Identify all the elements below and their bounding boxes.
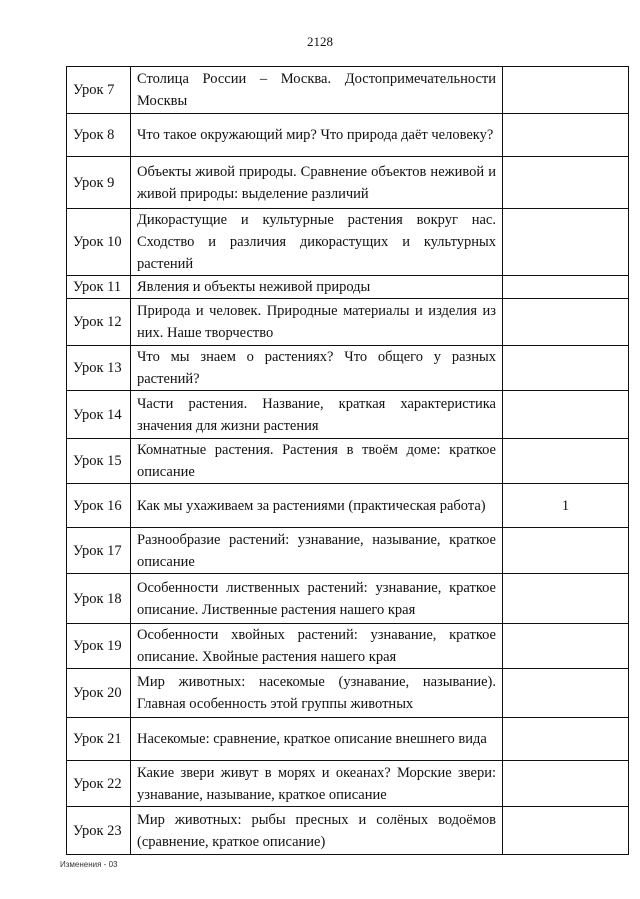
table-row — [67, 669, 629, 718]
lesson-topic: Явления и объекты неживой природы — [131, 276, 503, 299]
lesson-hours — [503, 114, 629, 157]
lesson-hours — [503, 346, 629, 391]
lesson-hours — [503, 67, 629, 114]
lesson-number: Урок 13 — [67, 346, 131, 391]
lesson-number: Урок 11 — [67, 276, 131, 299]
table-row — [67, 67, 629, 114]
lesson-topic: Столица России – Москва. Достопримечательности Москвы — [131, 67, 503, 114]
lesson-topic: Как мы ухаживаем за растениями (практическая работа) — [131, 484, 503, 528]
lesson-topic: Дикорастущие и культурные растения вокруг нас. Сходство и различия дикорастущих и культурных растений — [131, 209, 503, 276]
lesson-number: Урок 15 — [67, 439, 131, 484]
lesson-topic: Какие звери живут в морях и океанах? Морские звери: узнавание, называние, краткое описание — [131, 761, 503, 807]
lesson-topic: Особенности лиственных растений: узнавание, краткое описание. Лиственные растения нашего края — [131, 574, 503, 624]
lesson-hours — [503, 669, 629, 718]
lesson-topic: Что мы знаем о растениях? Что общего у разных растений? — [131, 346, 503, 391]
lesson-number: Урок 12 — [67, 299, 131, 346]
lesson-hours — [503, 299, 629, 346]
lesson-number: Урок 16 — [67, 484, 131, 528]
lesson-plan-table — [66, 66, 629, 855]
lesson-hours — [503, 574, 629, 624]
lesson-hours — [503, 807, 629, 855]
lesson-number: Урок 9 — [67, 157, 131, 209]
table-row — [67, 484, 629, 528]
footer-revision: Изменения - 03 — [60, 860, 118, 869]
lesson-number: Урок 7 — [67, 67, 131, 114]
lesson-hours: 1 — [503, 484, 629, 528]
lesson-topic: Насекомые: сравнение, краткое описание внешнего вида — [131, 718, 503, 761]
lesson-hours — [503, 391, 629, 439]
lesson-hours — [503, 276, 629, 299]
lesson-topic: Что такое окружающий мир? Что природа даёт человеку? — [131, 114, 503, 157]
lesson-topic: Природа и человек. Природные материалы и изделия из них. Наше творчество — [131, 299, 503, 346]
table-row — [67, 574, 629, 624]
table-row — [67, 761, 629, 807]
lesson-hours — [503, 718, 629, 761]
lesson-number: Урок 18 — [67, 574, 131, 624]
lesson-hours — [503, 209, 629, 276]
lesson-number: Урок 8 — [67, 114, 131, 157]
lesson-hours — [503, 624, 629, 669]
lesson-number: Урок 22 — [67, 761, 131, 807]
lesson-topic: Мир животных: насекомые (узнавание, называние). Главная особенность этой группы животных — [131, 669, 503, 718]
table-row — [67, 718, 629, 761]
lesson-number: Урок 19 — [67, 624, 131, 669]
table-row — [67, 209, 629, 276]
table-row — [67, 439, 629, 484]
page-number: 2128 — [307, 34, 333, 49]
table-row — [67, 299, 629, 346]
lesson-topic: Мир животных: рыбы пресных и солёных водоёмов (сравнение, краткое описание) — [131, 807, 503, 855]
lesson-hours — [503, 439, 629, 484]
lesson-hours — [503, 761, 629, 807]
lesson-hours — [503, 528, 629, 574]
table-row — [67, 528, 629, 574]
lesson-topic: Объекты живой природы. Сравнение объектов неживой и живой природы: выделение различий — [131, 157, 503, 209]
lesson-topic: Комнатные растения. Растения в твоём доме: краткое описание — [131, 439, 503, 484]
lesson-number: Урок 20 — [67, 669, 131, 718]
lesson-number: Урок 14 — [67, 391, 131, 439]
table-row — [67, 624, 629, 669]
lesson-topic: Части растения. Название, краткая характеристика значения для жизни растения — [131, 391, 503, 439]
lesson-topic: Разнообразие растений: узнавание, называние, краткое описание — [131, 528, 503, 574]
table-row — [67, 157, 629, 209]
lesson-number: Урок 21 — [67, 718, 131, 761]
table-row — [67, 276, 629, 299]
lesson-topic: Особенности хвойных растений: узнавание, краткое описание. Хвойные растения нашего края — [131, 624, 503, 669]
lesson-number: Урок 10 — [67, 209, 131, 276]
lesson-hours — [503, 157, 629, 209]
table-row — [67, 807, 629, 855]
table-row — [67, 114, 629, 157]
table-row — [67, 346, 629, 391]
table-row — [67, 391, 629, 439]
lesson-number: Урок 17 — [67, 528, 131, 574]
lesson-number: Урок 23 — [67, 807, 131, 855]
